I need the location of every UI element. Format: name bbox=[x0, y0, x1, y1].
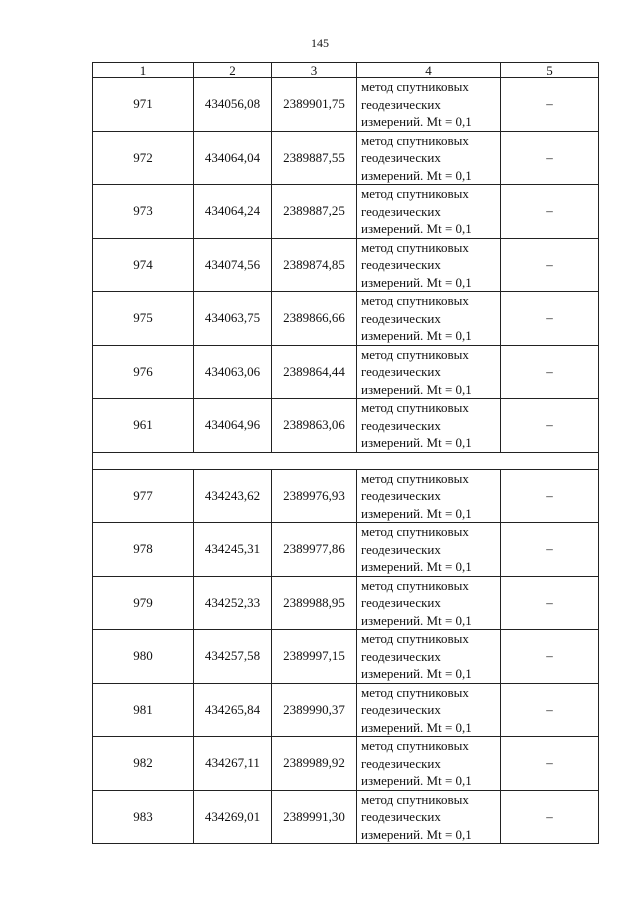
method-cell bbox=[357, 131, 501, 185]
note-cell: – bbox=[501, 790, 599, 844]
x-coordinate-cell: 434257,58 bbox=[194, 630, 272, 684]
note-cell: – bbox=[501, 576, 599, 630]
x-coordinate-cell: 434063,75 bbox=[194, 292, 272, 346]
x-coordinate-cell: 434267,11 bbox=[194, 737, 272, 791]
y-coordinate-cell: 2389988,95 bbox=[272, 576, 357, 630]
method-line: геодезических bbox=[361, 702, 441, 717]
method-line: измерений. Mt = 0,1 bbox=[361, 114, 472, 129]
point-number-cell: 975 bbox=[93, 292, 194, 346]
point-number-cell: 981 bbox=[93, 683, 194, 737]
method-line: измерений. Mt = 0,1 bbox=[361, 274, 472, 290]
table-header-row bbox=[93, 63, 599, 78]
method-line: метод спутниковых bbox=[361, 239, 469, 255]
method-line: геодезических bbox=[361, 310, 441, 326]
x-coordinate-cell: 434063,06 bbox=[194, 345, 272, 399]
method-line: метод спутниковых bbox=[361, 186, 469, 201]
table-row bbox=[93, 131, 599, 185]
y-coordinate-cell: 2389901,75 bbox=[272, 78, 357, 132]
method-line: метод спутниковых bbox=[361, 79, 469, 94]
method-line: метод спутниковых bbox=[361, 293, 469, 308]
table-row bbox=[93, 238, 599, 292]
y-coordinate-cell: 2389887,55 bbox=[272, 131, 357, 185]
table-row bbox=[93, 576, 599, 630]
point-number-cell: 980 bbox=[93, 630, 194, 684]
method-line: геодезических bbox=[361, 96, 441, 112]
note-cell: – bbox=[501, 399, 599, 453]
y-coordinate-cell: 2389997,15 bbox=[272, 630, 357, 684]
column-header: 5 bbox=[501, 63, 599, 78]
method-line: геодезических bbox=[361, 417, 441, 433]
method-line: метод спутниковых bbox=[361, 400, 469, 415]
note-cell: – bbox=[501, 737, 599, 791]
method-line: измерений. Mt = 0,1 bbox=[361, 381, 472, 397]
table-row bbox=[93, 683, 599, 737]
method-line: измерений. Mt = 0,1 bbox=[361, 505, 472, 521]
note-cell: – bbox=[501, 78, 599, 132]
column-header: 2 bbox=[194, 63, 272, 78]
method-line: геодезических bbox=[361, 257, 441, 272]
x-coordinate-cell: 434252,33 bbox=[194, 576, 272, 630]
method-line: измерений. Mt = 0,1 bbox=[361, 666, 472, 681]
method-line: метод спутниковых bbox=[361, 631, 469, 646]
x-coordinate-cell: 434245,31 bbox=[194, 523, 272, 577]
x-coordinate-cell: 434056,08 bbox=[194, 78, 272, 132]
y-coordinate-cell: 2389874,85 bbox=[272, 238, 357, 292]
note-cell: – bbox=[501, 292, 599, 346]
table-row bbox=[93, 630, 599, 684]
point-number-cell: 976 bbox=[93, 345, 194, 399]
method-cell bbox=[357, 790, 501, 844]
x-coordinate-cell: 434243,62 bbox=[194, 469, 272, 523]
method-line: измерений. Mt = 0,1 bbox=[361, 559, 472, 574]
method-cell bbox=[357, 737, 501, 791]
method-line: метод спутниковых bbox=[361, 577, 469, 593]
table-row bbox=[93, 78, 599, 132]
x-coordinate-cell: 434074,56 bbox=[194, 238, 272, 292]
method-line: геодезических bbox=[361, 150, 441, 165]
point-number-cell: 961 bbox=[93, 399, 194, 453]
method-line: метод спутниковых bbox=[361, 132, 469, 148]
table-row bbox=[93, 292, 599, 346]
note-cell: – bbox=[501, 523, 599, 577]
y-coordinate-cell: 2389990,37 bbox=[272, 683, 357, 737]
y-coordinate-cell: 2389863,06 bbox=[272, 399, 357, 453]
method-line: геодезических bbox=[361, 755, 441, 771]
x-coordinate-cell: 434064,04 bbox=[194, 131, 272, 185]
point-number-cell: 983 bbox=[93, 790, 194, 844]
table-row bbox=[93, 399, 599, 453]
table-row bbox=[93, 185, 599, 239]
method-line: измерений. Mt = 0,1 bbox=[361, 221, 472, 236]
point-number-cell: 979 bbox=[93, 576, 194, 630]
y-coordinate-cell: 2389977,86 bbox=[272, 523, 357, 577]
method-cell bbox=[357, 523, 501, 577]
method-cell bbox=[357, 292, 501, 346]
column-header: 3 bbox=[272, 63, 357, 78]
note-cell: – bbox=[501, 345, 599, 399]
y-coordinate-cell: 2389991,30 bbox=[272, 790, 357, 844]
point-number-cell: 973 bbox=[93, 185, 194, 239]
separator-cell bbox=[93, 452, 599, 469]
method-line: измерений. Mt = 0,1 bbox=[361, 719, 472, 735]
page-number: 145 bbox=[311, 36, 329, 50]
point-number-cell: 971 bbox=[93, 78, 194, 132]
method-line: геодезических bbox=[361, 648, 441, 664]
table-row bbox=[93, 345, 599, 399]
method-line: метод спутниковых bbox=[361, 791, 469, 807]
y-coordinate-cell: 2389866,66 bbox=[272, 292, 357, 346]
method-line: геодезических bbox=[361, 488, 441, 503]
table-row bbox=[93, 523, 599, 577]
point-number-cell: 974 bbox=[93, 238, 194, 292]
method-cell bbox=[357, 399, 501, 453]
point-number-cell: 982 bbox=[93, 737, 194, 791]
table-row bbox=[93, 737, 599, 791]
method-line: метод спутниковых bbox=[361, 684, 469, 700]
note-cell: – bbox=[501, 131, 599, 185]
method-cell bbox=[357, 185, 501, 239]
note-cell: – bbox=[501, 185, 599, 239]
x-coordinate-cell: 434064,24 bbox=[194, 185, 272, 239]
note-cell: – bbox=[501, 630, 599, 684]
note-cell: – bbox=[501, 683, 599, 737]
note-cell: – bbox=[501, 469, 599, 523]
method-line: измерений. Mt = 0,1 bbox=[361, 167, 472, 183]
table-row bbox=[93, 790, 599, 844]
note-cell: – bbox=[501, 238, 599, 292]
method-cell bbox=[357, 78, 501, 132]
method-cell bbox=[357, 630, 501, 684]
y-coordinate-cell: 2389976,93 bbox=[272, 469, 357, 523]
method-cell bbox=[357, 469, 501, 523]
y-coordinate-cell: 2389989,92 bbox=[272, 737, 357, 791]
point-number-cell: 978 bbox=[93, 523, 194, 577]
table-row bbox=[93, 469, 599, 523]
x-coordinate-cell: 434269,01 bbox=[194, 790, 272, 844]
x-coordinate-cell: 434064,96 bbox=[194, 399, 272, 453]
method-cell bbox=[357, 576, 501, 630]
method-line: метод спутниковых bbox=[361, 738, 469, 753]
separator-row bbox=[93, 452, 599, 469]
point-number-cell: 977 bbox=[93, 469, 194, 523]
method-cell bbox=[357, 238, 501, 292]
method-line: геодезических bbox=[361, 541, 441, 557]
column-header: 1 bbox=[93, 63, 194, 78]
method-line: измерений. Mt = 0,1 bbox=[361, 826, 472, 842]
method-line: геодезических bbox=[361, 595, 441, 610]
method-line: метод спутниковых bbox=[361, 470, 469, 486]
x-coordinate-cell: 434265,84 bbox=[194, 683, 272, 737]
method-line: измерений. Mt = 0,1 bbox=[361, 435, 472, 450]
method-line: метод спутниковых bbox=[361, 524, 469, 539]
method-cell bbox=[357, 345, 501, 399]
method-line: геодезических bbox=[361, 809, 441, 824]
method-line: геодезических bbox=[361, 364, 441, 379]
column-header: 4 bbox=[357, 63, 501, 78]
method-line: измерений. Mt = 0,1 bbox=[361, 328, 472, 343]
coordinates-table bbox=[92, 62, 599, 844]
method-line: метод спутниковых bbox=[361, 346, 469, 362]
method-cell bbox=[357, 683, 501, 737]
method-line: геодезических bbox=[361, 203, 441, 219]
y-coordinate-cell: 2389864,44 bbox=[272, 345, 357, 399]
method-line: измерений. Mt = 0,1 bbox=[361, 773, 472, 788]
point-number-cell: 972 bbox=[93, 131, 194, 185]
y-coordinate-cell: 2389887,25 bbox=[272, 185, 357, 239]
method-line: измерений. Mt = 0,1 bbox=[361, 612, 472, 628]
